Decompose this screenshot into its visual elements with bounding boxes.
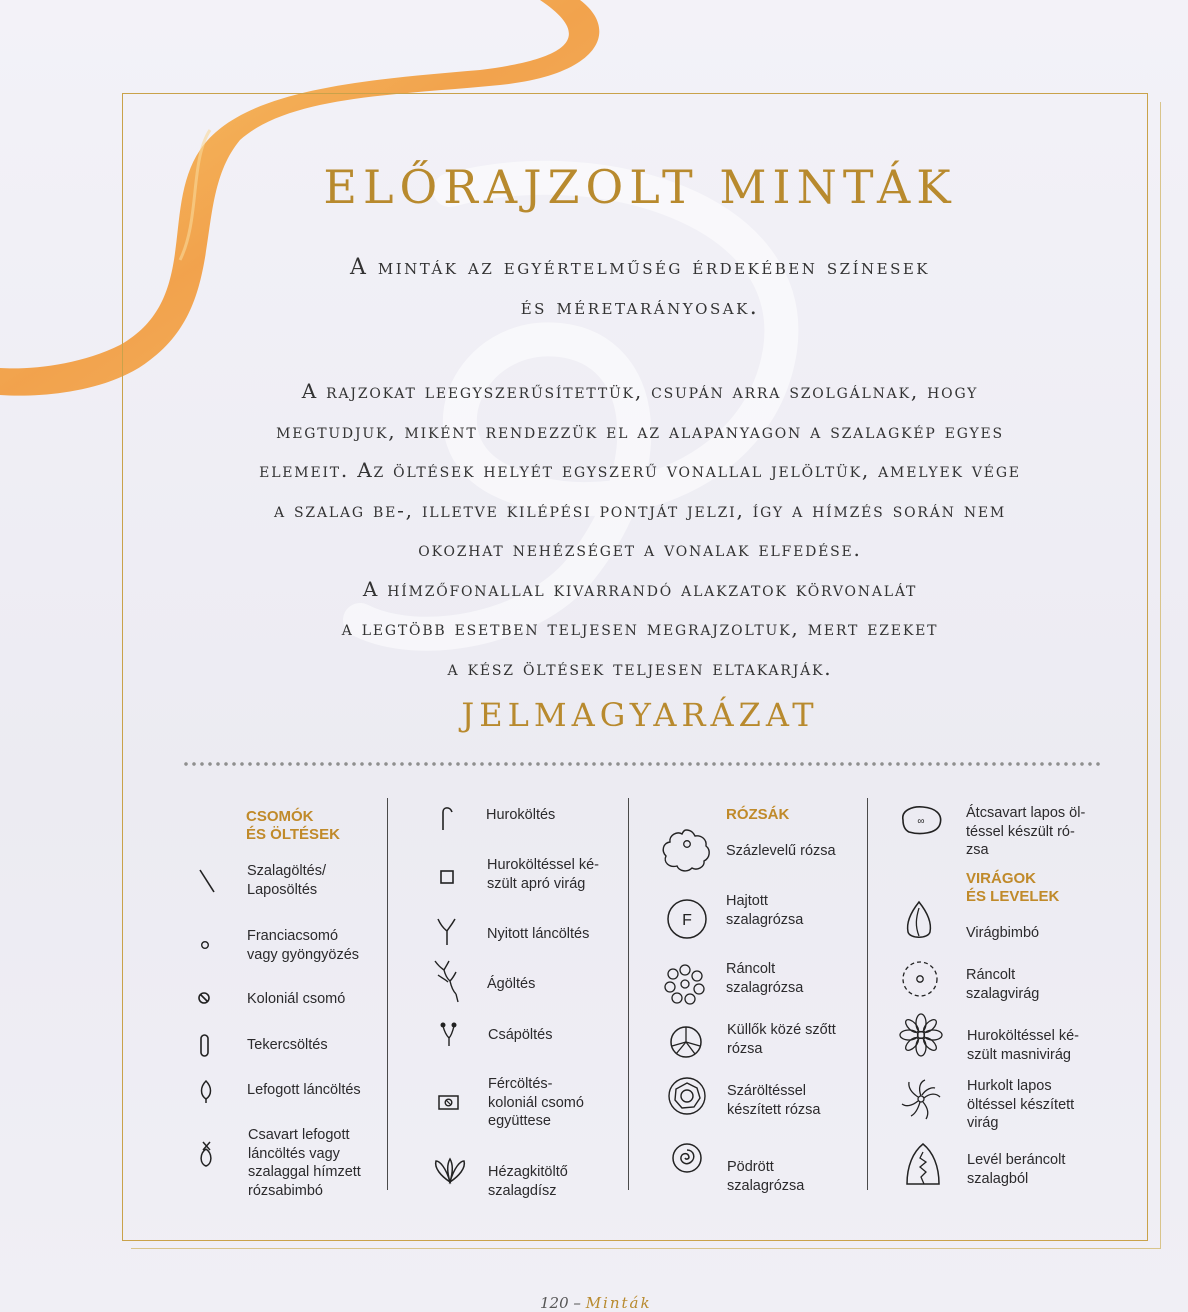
legend-item-label: Lefogott láncöltés [247,1082,361,1098]
legend-item-label: Átcsavart lapos öl- téssel készült ró- zsa [966,805,1086,858]
legend-item-label: Pödrött szalagrózsa [727,1159,805,1194]
legend-item-label: Hézagkitöltő szalagdísz [488,1164,568,1199]
legend-item-label: Ráncolt szalagvirág [966,967,1040,1002]
column-divider [387,798,388,1190]
section-heading-roses: RÓZSÁK [726,806,790,823]
legend-item-label: Huroköltéssel ké- szült apró virág [487,857,600,892]
body-line: A rajzokat leegyszerűsítettük, csupán arra szolgálnak, hogy [301,379,979,403]
fly-stitch-icon [436,916,458,948]
legend-item-label: Küllők közé szőtt rózsa [727,1022,836,1057]
folded-rose-letter: F [682,912,692,929]
page-title: ELŐRAJZOLT MINTÁK [323,160,957,214]
bud-icon [903,898,935,944]
folded-rose-icon [664,896,710,942]
legend-item-label: Levél beráncolt szalagból [967,1152,1066,1187]
body-line: a kész öltések teljesen eltakarják. [447,655,833,680]
footer-section: Minták [585,1294,652,1312]
body-line: megtudjuk, miként rendezzük el az alapanyagon a szalagkép egyes [276,418,1004,443]
subtitle-line-1: A minták az egyértelműség érdekében színesek [349,255,931,280]
body-line: A hímzőfonallal kivarrandó alakzatok körvonalát [362,576,918,601]
dotted-divider [182,760,1102,768]
looped-flower-icon [898,1076,944,1122]
legend-item-label: Koloniál csomó [247,991,346,1007]
body-line: a legtöbb esetben teljesen megrajzoltuk, mert ezeket [341,616,939,640]
slash-stitch-icon [196,866,220,896]
column-divider [867,798,868,1190]
stem-stitch-rose-icon [665,1074,709,1118]
column-divider [628,798,629,1190]
legend-title: JELMAGYARÁZAT [461,696,819,734]
legend-item-label: Nyitott láncöltés [487,926,590,942]
body-line: okozhat nehézséget a vonalak elfedése. [418,537,862,561]
cabbage-rose-icon [659,826,713,874]
legend-item-label: Ráncolt szalagrózsa [726,961,804,996]
legend-item-label: Franciacsomó vagy gyöngyözés [247,928,360,963]
branch-stitch-icon [432,958,462,1006]
legend-item-label: Szalagöltés/ Laposöltés [247,863,326,898]
twisted-chain-icon [198,1140,216,1168]
legend-item-label: Huroköltés [486,807,556,823]
svg-text:∞: ∞ [917,816,925,827]
gathered-rose-icon [659,960,711,1008]
filler-ribbon-icon [431,1156,469,1186]
legend-item-label: Ágöltés [487,976,536,992]
running-colonial-icon [437,1094,461,1112]
section-heading-flowers: VIRÁGOK ÉS LEVELEK [966,870,1060,905]
section-heading-knots: CSOMÓK ÉS ÖLTÉSEK [246,808,340,843]
antenna-stitch-icon [438,1020,460,1048]
rolled-rose-icon [669,1140,705,1176]
legend-item-label: Csápöltés [488,1027,553,1043]
body-line: elemeit. Az öltések helyét egyszerű vonallal jelöltük, amelyek vége [259,458,1021,482]
french-knot-icon [198,938,212,952]
bullion-stitch-icon [198,1033,212,1059]
intro-text [200,372,1080,688]
gathered-flower-icon [898,955,942,1003]
subtitle-line-2: és méretarányosak. [520,295,760,320]
legend-item-label: Százlevelű rózsa [726,843,836,859]
footer-dash: – [573,1294,581,1312]
legend-item-label: Fércöltés- koloniál csomó együttese [488,1076,584,1129]
lazy-daisy-icon [198,1078,214,1104]
spider-web-rose-icon [667,1023,705,1061]
legend-item-label: Hajtott szalagrózsa [726,893,804,928]
legend-item-label: Csavart lefogott láncöltés vagy szalaggal hímzett rózsabimbó [248,1127,361,1199]
loop-flower-icon [898,1012,944,1058]
legend-item-label: Huroköltéssel ké- szült masnivirág [967,1028,1080,1063]
page-footer [540,1294,740,1312]
legend-item-label: Száröltéssel készített rózsa [727,1083,821,1118]
page-number: 120 [540,1294,569,1312]
body-line: a szalag be-, illetve kilépési pontját jelzi, így a hímzés során nem [273,497,1007,522]
loop-stitch-icon [438,804,456,832]
gathered-leaf-icon [903,1140,943,1190]
twisted-rose-icon [897,802,945,838]
legend-item-label: Tekercsöltés [247,1037,328,1053]
legend-item-label: Virágbimbó [966,925,1040,941]
colonial-knot-icon [196,990,212,1006]
subtitle [200,248,1080,328]
legend-item-label: Hurkolt lapos öltéssel készített virág [967,1078,1075,1131]
square-icon [438,868,456,886]
